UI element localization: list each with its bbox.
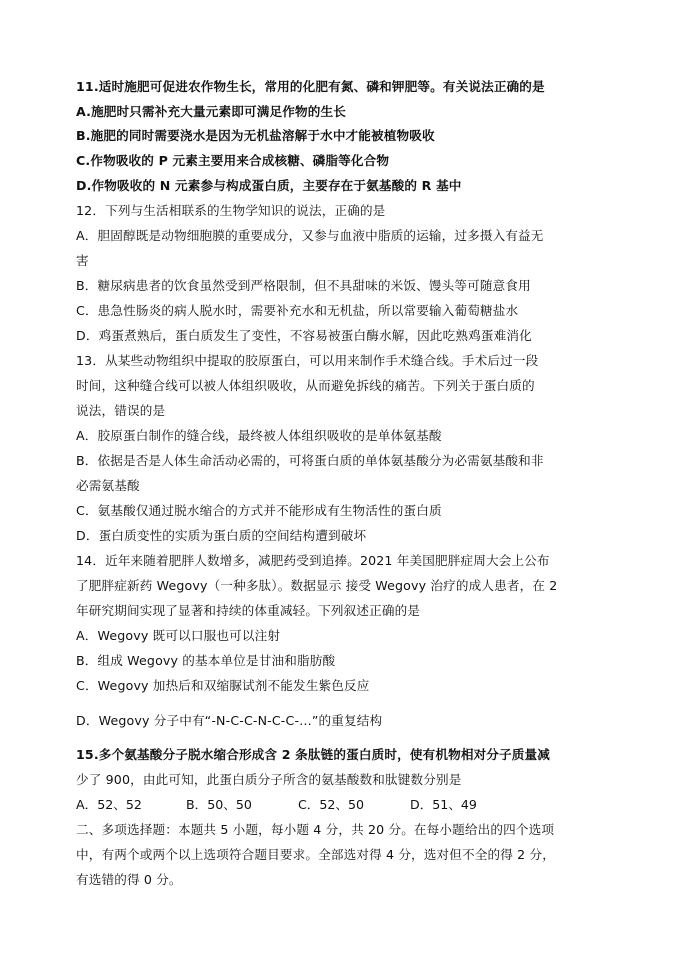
q13-option-b-line2: 必需氨基酸	[76, 478, 140, 493]
q14-stem-line3: 年研究期间实现了显著和持续的体重减轻。下列叙述正确的是	[76, 603, 421, 618]
q13-option-d: D．蛋白质变性的实质为蛋白质的空间结构遭到破坏	[76, 528, 367, 543]
q14-option-c: C．Wegovy 加热后和双缩脲试剂不能发生紫色反应	[76, 678, 370, 693]
q11-stem: 11.适时施肥可促进农作物生长，常用的化肥有氮、磷和钾肥等。有关说法正确的是	[76, 79, 545, 94]
q15-stem-line2: 少了 900，由此可知，此蛋白质分子所含的氨基酸数和肽键数分别是	[76, 772, 462, 787]
q11-option-a: A.施肥时只需补充大量元素即可满足作物的生长	[76, 104, 346, 119]
q12-option-c: C．患急性肠炎的病人脱水时，需要补充水和无机盐，所以常要输入葡萄糖盐水	[76, 303, 519, 318]
q15-stem-line1: 15.多个氨基酸分子脱水缩合形成含 2 条肽链的蛋白质时，使有机物相对分子质量减	[76, 747, 551, 762]
q12-option-a-line1: A．胆固醇既是动物细胞膜的重要成分，又参与血液中脂质的运输，过多摄入有益无	[76, 228, 544, 243]
q14-option-a: A．Wegovy 既可以口服也可以注射	[76, 628, 281, 643]
q13-stem-line2: 时间，这种缝合线可以被人体组织吸收，从而避免拆线的痛苦。下列关于蛋白质的	[76, 378, 535, 393]
q12-option-a-line2: 害	[76, 253, 89, 268]
section2-instructions-line2: 中，有两个或两个以上选项符合题目要求。全部选对得 4 分，选对但不全的得 2 分，	[76, 847, 555, 862]
q11-option-d: D.作物吸收的 N 元素参与构成蛋白质，主要存在于氨基酸的 R 基中	[76, 178, 462, 193]
q12-stem: 12．下列与生活相联系的生物学知识的说法，正确的是	[76, 203, 386, 218]
q15-option-a: A．52、52	[76, 797, 142, 812]
q14-option-d: D．Wegovy 分子中有“-N-C-C-N-C-C-…”的重复结构	[76, 713, 383, 728]
q13-option-a: A．胶原蛋白制作的缝合线，最终被人体组织吸收的是单体氨基酸	[76, 428, 442, 443]
q12-option-b: B．糖尿病患者的饮食虽然受到严格限制，但不具甜味的米饭、馒头等可随意食用	[76, 278, 531, 293]
q14-option-b: B．组成 Wegovy 的基本单位是甘油和脂肪酸	[76, 653, 336, 668]
q15-options-row	[76, 796, 624, 814]
q13-stem-line3: 说法，错误的是	[76, 403, 166, 418]
section2-instructions-line3: 有选错的得 0 分。	[76, 872, 182, 887]
q11-option-c: C.作物吸收的 P 元素主要用来合成核糖、磷脂等化合物	[76, 153, 390, 168]
q11-option-b: B.施肥的同时需要浇水是因为无机盐溶解于水中才能被植物吸收	[76, 128, 435, 143]
q15-option-d: D．51、49	[410, 797, 477, 812]
q13-option-c: C．氨基酸仅通过脱水缩合的方式并不能形成有生物活性的蛋白质	[76, 503, 442, 518]
q14-stem-line2: 了肥胖症新药 Wegovy（一种多肽）。数据显示 接受 Wegovy 治疗的成人患者，在 2	[76, 578, 558, 593]
section2-instructions-line1: 二、多项选择题：本题共 5 小题，每小题 4 分，共 20 分。在每小题给出的四个选项	[76, 822, 555, 837]
q15-option-b: B．50、50	[186, 797, 252, 812]
q13-option-b-line1: B．依据是否是人体生命活动必需的，可将蛋白质的单体氨基酸分为必需氨基酸和非	[76, 453, 544, 468]
q14-stem-line1: 14．近年来随着肥胖人数增多，减肥药受到追捧。2021 年美国肥胖症周大会上公布	[76, 553, 550, 568]
q13-stem-line1: 13．从某些动物组织中提取的胶原蛋白，可以用来制作手术缝合线。手术后过一段	[76, 353, 539, 368]
q15-option-c: C．52、50	[298, 797, 365, 812]
q12-option-d: D．鸡蛋煮熟后，蛋白质发生了变性，不容易被蛋白酶水解，因此吃熟鸡蛋难消化	[76, 328, 532, 343]
